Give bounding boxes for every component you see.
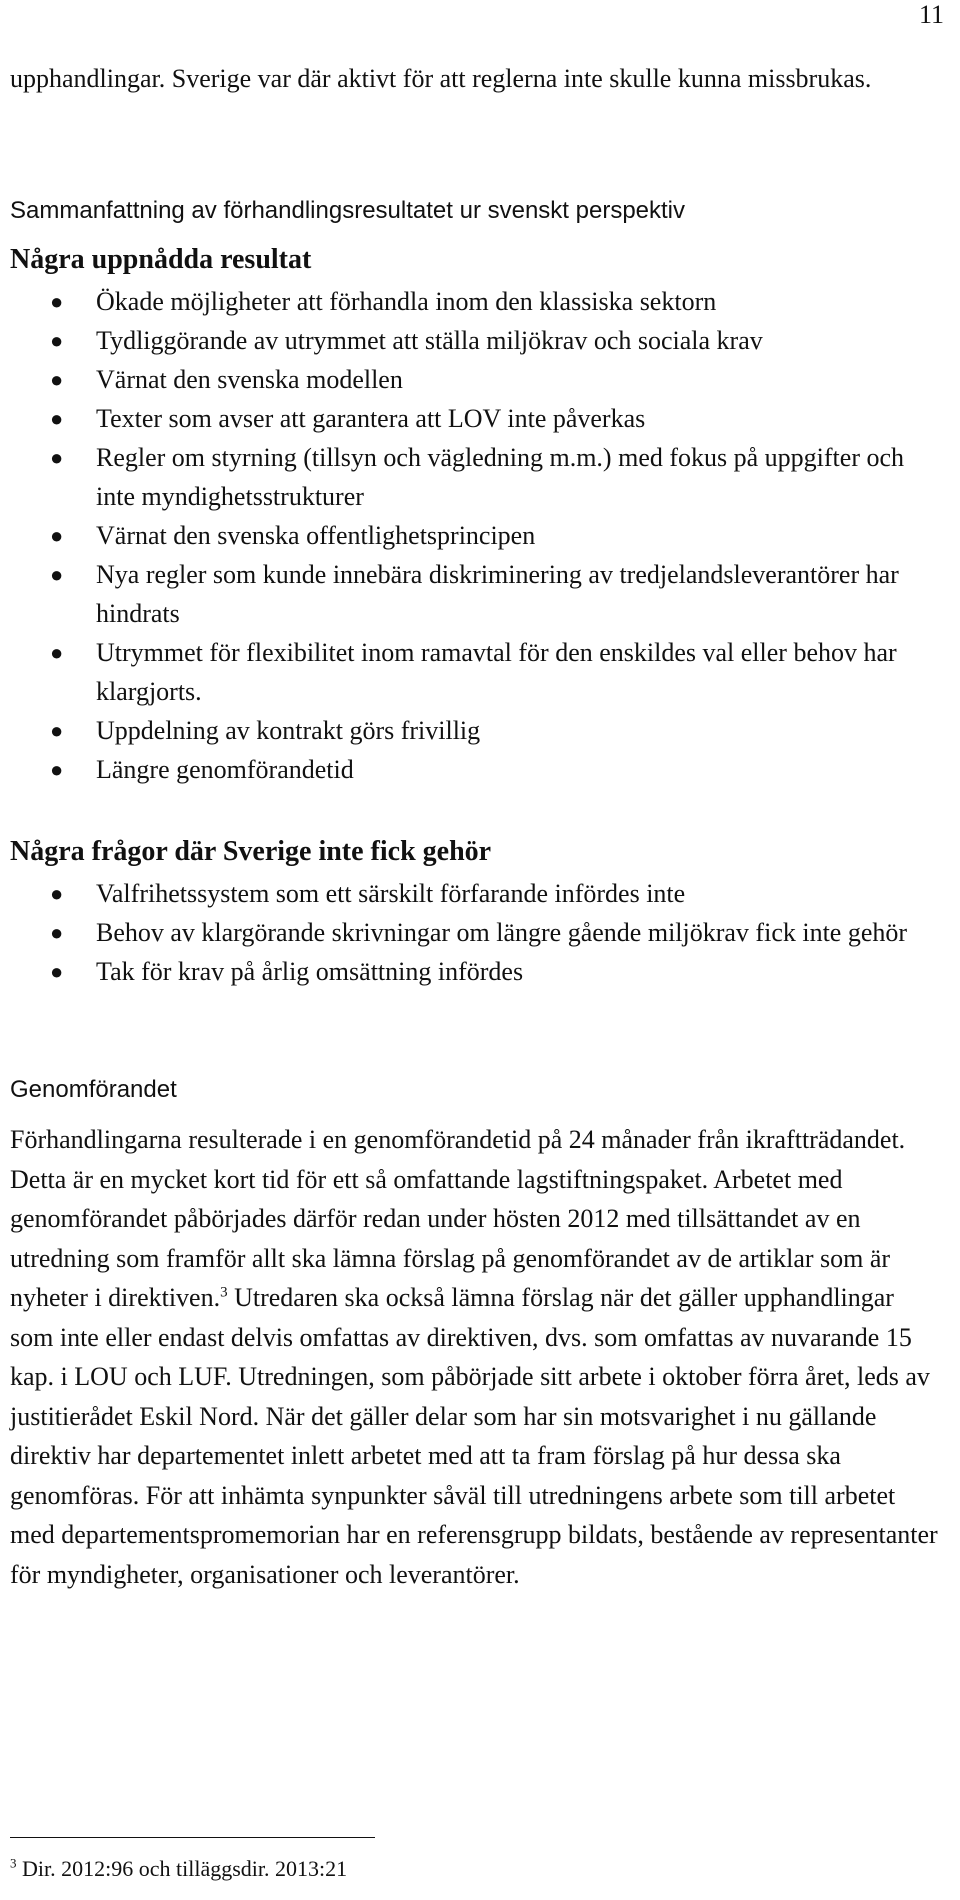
list-item-text: Värnat den svenska modellen xyxy=(96,365,403,394)
footnote-text: Dir. 2012:96 och tilläggsdir. 2013:21 xyxy=(16,1856,348,1881)
list-item xyxy=(0,874,930,913)
bullet-icon: ● xyxy=(50,757,64,782)
section-title: Sammanfattning av förhandlingsresultatet ur svenskt perspektiv xyxy=(10,197,686,224)
list-item xyxy=(0,438,930,516)
list-item xyxy=(0,750,930,789)
bullet-icon: ● xyxy=(50,367,64,392)
list-item-text: Uppdelning av kontrakt görs frivillig xyxy=(96,716,481,745)
list-item-text: Regler om styrning (tillsyn och vägledning m.m.) med fokus på uppgifter och inte myndighetsstrukturer xyxy=(96,443,905,511)
list-item-text: Nya regler som kunde innebära diskriminering av tredjelandsleverantörer har hindrats xyxy=(96,560,899,628)
list-item-text: Behov av klargörande skrivningar om längre gående miljökrav fick inte gehör xyxy=(96,918,908,947)
implementation-text-part2: Utredaren ska också lämna förslag när det gäller upphandlingar som inte eller endast delvis omfattas av direktiven, dvs. som omfattas av nuvarande 15 kap. i LOU och LUF. Utredningen, som påbörjade sitt arbete i oktober förra året, leds av justitierådet Eskil Nord. När det gäller delar som har sin motsvarighet i nu gällande direktiv har departementet inlett arbetet med att ta fram förslag på hur dessa ska genomföras. För att inhämta synpunkter såväl till utredningens arbete som till arbetet med departementspromemorian har en referensgrupp bildats, bestående av representanter för myndigheter, organisationer och leverantörer. xyxy=(10,1283,938,1589)
list-item xyxy=(0,952,930,991)
achieved-heading: Några uppnådda resultat xyxy=(10,244,312,275)
implementation-text-part1: Förhandlingarna resulterade i en genomförandetid på 24 månader från ikraftträdandet. Detta är en mycket kort tid för ett så omfattande lagstiftningspaket. Arbetet med genomförandet påbörjades därför redan under hösten 2012 med tillsättandet av en utredning som framför allt ska lämna förslag på genomförandet av de artiklar som är nyheter i direktiven. xyxy=(10,1125,906,1312)
list-item-text: Värnat den svenska offentlighetsprincipen xyxy=(96,521,536,550)
bullet-icon: ● xyxy=(50,881,64,906)
list-item xyxy=(0,282,930,321)
list-item-text: Tydliggörande av utrymmet att ställa miljökrav och sociala krav xyxy=(96,326,763,355)
list-item-text: Texter som avser att garantera att LOV inte påverkas xyxy=(96,404,646,433)
page-number: 11 xyxy=(918,0,944,29)
footnote-reference[interactable]: 3 xyxy=(220,1284,228,1301)
footnote-divider xyxy=(10,1837,375,1838)
bullet-icon: ● xyxy=(50,959,64,984)
bullet-icon: ● xyxy=(50,406,64,431)
list-item-text: Ökade möjligheter att förhandla inom den klassiska sektorn xyxy=(96,287,717,316)
bullet-icon: ● xyxy=(50,523,64,548)
list-item-text: Längre genomförandetid xyxy=(96,755,354,784)
implementation-paragraph xyxy=(10,1120,940,1594)
footnote xyxy=(10,1854,347,1884)
bullet-icon: ● xyxy=(50,445,64,470)
list-item-text: Tak för krav på årlig omsättning infördes xyxy=(96,957,524,986)
bullet-icon: ● xyxy=(50,562,64,587)
footnote-number: 3 xyxy=(10,1855,17,1871)
not-heard-list xyxy=(0,874,930,991)
list-item-text: Utrymmet för flexibilitet inom ramavtal för den enskildes val eller behov har klargjorts. xyxy=(96,638,897,706)
list-item xyxy=(0,321,930,360)
bullet-icon: ● xyxy=(50,718,64,743)
bullet-icon: ● xyxy=(50,289,64,314)
list-item xyxy=(0,555,930,633)
list-item xyxy=(0,360,930,399)
not-heard-heading: Några frågor där Sverige inte fick gehör xyxy=(10,836,492,867)
list-item xyxy=(0,516,930,555)
list-item xyxy=(0,399,930,438)
bullet-icon: ● xyxy=(50,328,64,353)
list-item xyxy=(0,913,930,952)
achieved-list xyxy=(0,282,930,789)
list-item xyxy=(0,711,930,750)
intro-paragraph: upphandlingar. Sverige var där aktivt för att reglerna inte skulle kunna missbrukas. xyxy=(10,64,872,93)
bullet-icon: ● xyxy=(50,640,64,665)
implementation-title: Genomförandet xyxy=(10,1076,177,1103)
bullet-icon: ● xyxy=(50,920,64,945)
list-item xyxy=(0,633,930,711)
list-item-text: Valfrihetssystem som ett särskilt förfarande infördes inte xyxy=(96,879,686,908)
